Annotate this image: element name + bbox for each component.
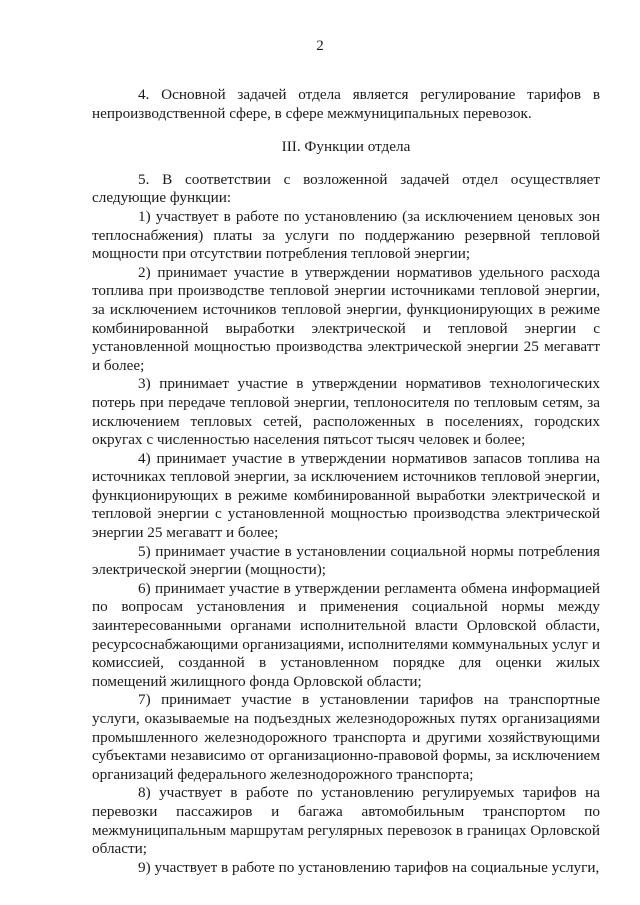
function-item-8: 8) участвует в работе по установлению регулируемых тарифов на перевозки пассажиров и багажа автомобильным транспортом по межмуниципальным маршрутам регулярных перевозок в границах Орловской области; [92, 784, 600, 858]
paragraph-4: 4. Основной задачей отдела является регулирование тарифов в непроизводственной сфере, в сфере межмуниципальных перевозок. [92, 86, 600, 122]
section-heading: III. Функции отдела [281, 138, 411, 156]
paragraph-5: 5. В соответствии с возложенной задачей отдел осуществляет следующие функции: [92, 170, 600, 207]
page-number: 2 [316, 38, 324, 54]
function-item-1: 1) участвует в работе по установлению (за исключением ценовых зон теплоснабжения) платы за услуги по поддержанию резервной тепловой мощности при отсутствии потребления тепловой энергии; [92, 207, 600, 263]
function-item-7: 7) принимает участие в установлении тарифов на транспортные услуги, оказываемые на подъездных железнодорожных путях организациями промышленного железнодорожного транспорта и другими хозяйствующими субъектами независимо от организационно-правовой формы, за исключением организаций федерального железнодорожного транспорта; [92, 691, 600, 783]
function-item-4: 4) принимает участие в утверждении нормативов запасов топлива на источниках тепловой энергии, за исключением источников тепловой энергии, функционирующих в режиме комбинированной выработки электрической и тепловой энергии с установленной мощностью производства электрической энергии 25 мегаватт и более; [92, 449, 600, 542]
document-body [92, 86, 600, 877]
function-item-2: 2) принимает участие в утверждении нормативов удельного расхода топлива при производстве тепловой энергии источниками тепловой энергии, за исключением источников тепловой энергии, функционирующих в режиме комбинированной выработки электрической и тепловой энергии с установленной мощностью производства электрической энергии 25 мегаватт и более; [92, 263, 600, 374]
function-item-3: 3) принимает участие в утверждении нормативов технологических потерь при передаче тепловой энергии, теплоносителя по тепловым сетям, за исключением тепловых сетей, расположенных в поселениях, городских округах с численностью населения пятьсот тысяч человек и более; [92, 375, 600, 449]
function-item-5: 5) принимает участие в установлении социальной нормы потребления электрической энергии (мощности); [92, 542, 600, 579]
function-item-6: 6) принимает участие в утверждении регламента обмена информацией по вопросам установления и применения социальной нормы между заинтересованными органами исполнительной власти Орловской области, ресурсоснабжающими организациями, исполнителями коммунальных услуг и комиссией, созданной в установленном порядке для оценки жилых помещений жилищного фонда Орловской области; [92, 579, 600, 690]
function-item-9: 9) участвует в работе по установлению тарифов на социальные услуги, [138, 858, 600, 876]
